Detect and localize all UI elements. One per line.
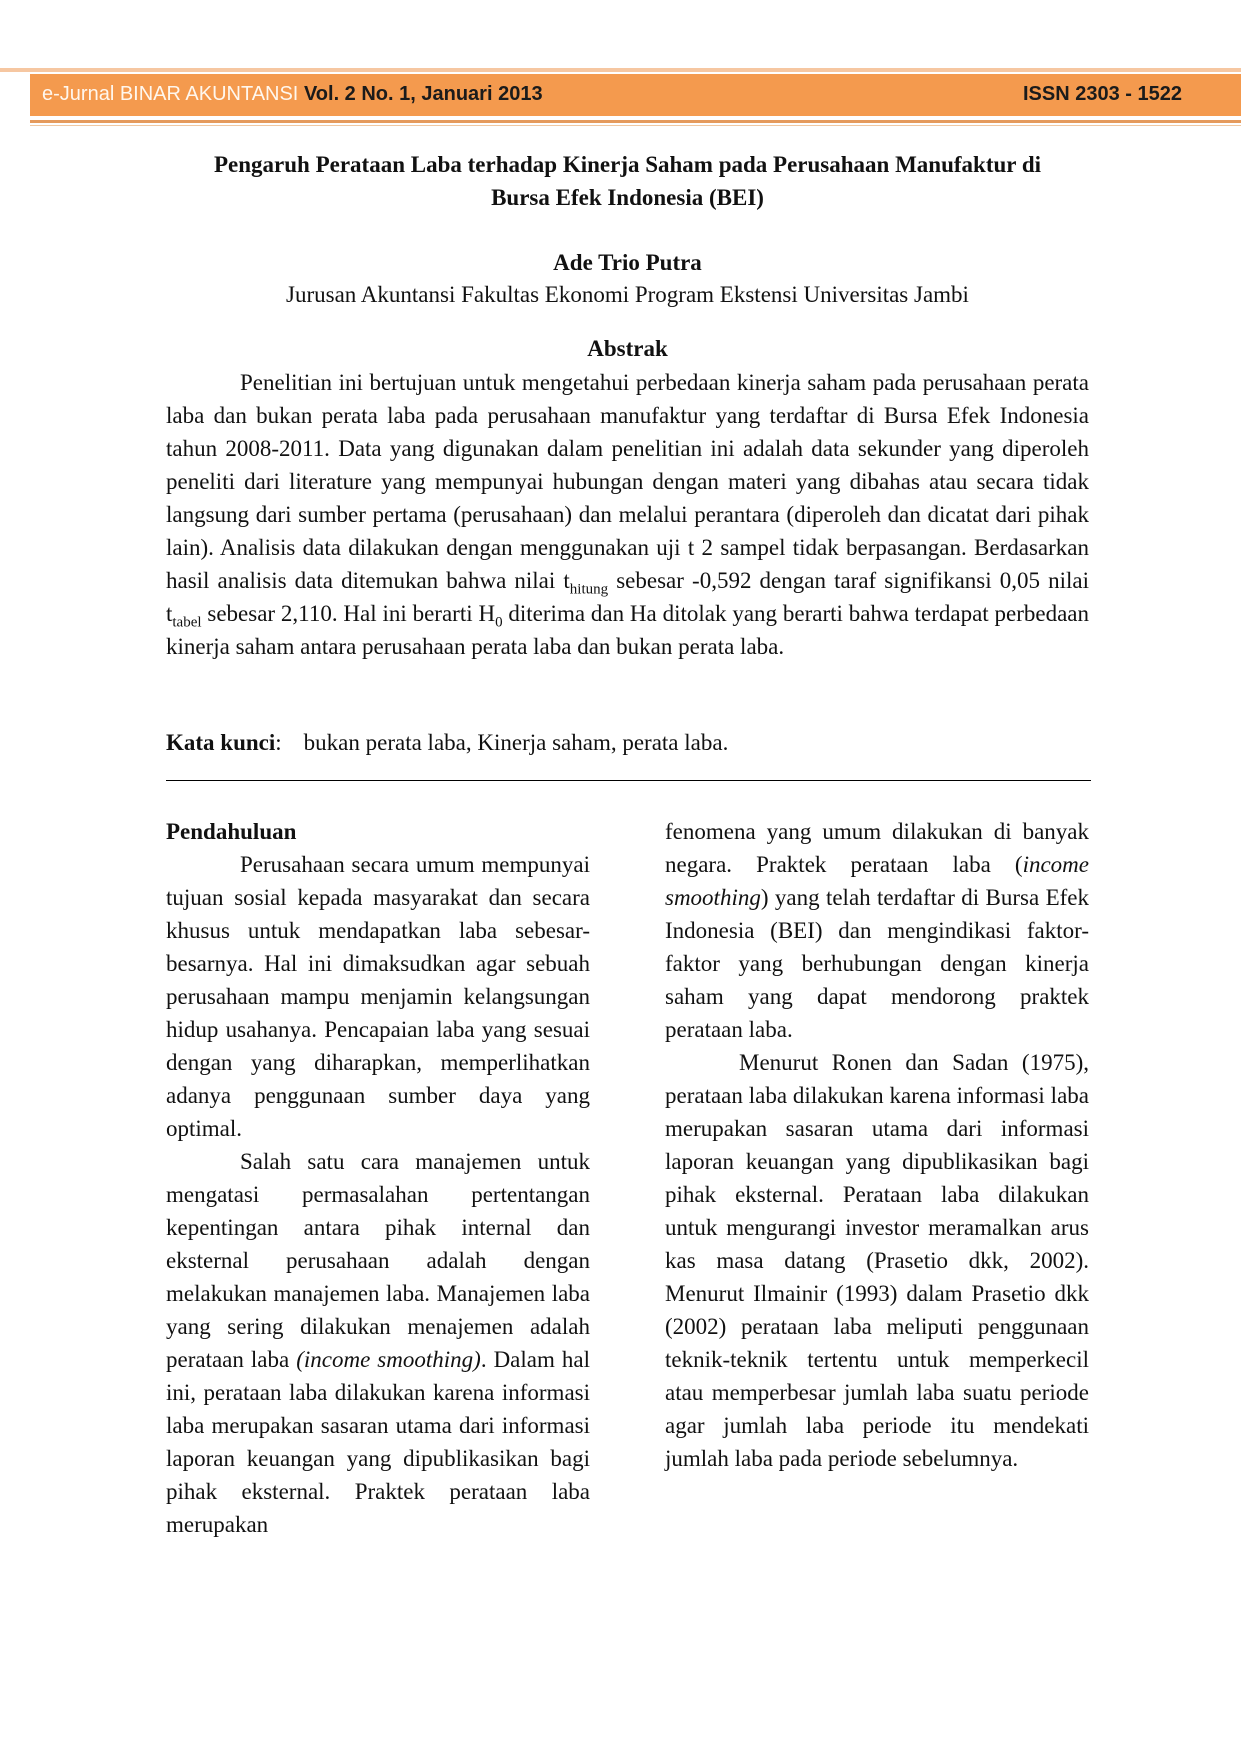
right-column — [665, 815, 1089, 1475]
header-top-band — [0, 68, 1241, 72]
left-paragraph-2-italic: (income smoothing) — [296, 1347, 481, 1372]
right-paragraph-1 — [665, 815, 1089, 1046]
left-paragraph-2 — [166, 1145, 590, 1541]
abstract-subscript-tabel: tabel — [172, 614, 202, 631]
right-paragraph-1-text-b: ) yang telah terdaftar di Bursa Efek Indonesia (BEI) dan mengindikasi faktor-faktor yang berhubungan dengan kinerja saham yang dapat mendorong praktek perataan laba. — [665, 885, 1089, 1042]
abstract-text-4: diterima dan Ha ditolak yang berarti bahwa terdapat perbedaan kinerja saham antara perusahaan perata laba dan bukan perata laba. — [166, 601, 1089, 659]
abstract-subscript-hitung: hitung — [569, 581, 609, 598]
left-paragraph-1: Perusahaan secara umum mempunyai tujuan sosial kepada masyarakat dan secara khusus untuk mendapatkan laba sebesar-besarnya. Hal ini dimaksudkan agar sebuah perusahaan mampu menjamin kelangsungan hidup usahanya. Pencapaian laba yang sesuai dengan yang diharapkan, memperlihatkan adanya penggunaan sumber daya yang optimal. — [166, 852, 590, 1141]
keywords-colon: : — [275, 730, 282, 755]
right-paragraph-2: Menurut Ronen dan Sadan (1975), perataan laba dilakukan karena informasi laba merupakan sasaran utama dari informasi laporan keuangan yang dipublikasikan bagi pihak eksternal. Perataan laba dilakukan untuk mengurangi investor meramalkan arus kas masa datang (Prasetio dkk, 2002). Menurut Ilmainir (1993) dalam Prasetio dkk (2002) perataan laba meliputi penggunaan teknik-teknik tertentu untuk memperkecil atau memperbesar jumlah laba suatu periode agar jumlah laba periode itu mendekati jumlah laba pada periode sebelumnya. — [665, 1050, 1089, 1471]
abstract-heading: Abstrak — [587, 336, 668, 361]
right-paragraph-1-italic: income smoothing — [665, 852, 1089, 910]
journal-name — [42, 83, 543, 106]
left-column — [166, 815, 590, 1541]
abstract-body — [166, 366, 1089, 663]
journal-header-bar — [30, 74, 1241, 116]
journal-volume: Vol. 2 No. 1, Januari 2013 — [303, 83, 543, 105]
left-paragraph-2-text-a: Salah satu cara manajemen untuk mengatasi permasalahan pertentangan kepentingan antara pihak internal dan eksternal perusahaan adalah dengan melakukan manajemen laba. Manajemen laba yang sering dilakukan menajemen adalah perataan laba — [166, 1149, 590, 1372]
header-bottom-band — [30, 120, 1241, 123]
paper-title — [166, 148, 1089, 214]
journal-issn: ISSN 2303 - 1522 — [1023, 83, 1182, 105]
section-divider — [166, 780, 1091, 781]
left-paragraph-2-text-b: . Dalam hal ini, perataan laba dilakukan karena informasi laba merupakan sasaran utama dari informasi laporan keuangan yang dipublikasikan bagi pihak eksternal. Praktek perataan laba merupakan — [166, 1347, 590, 1537]
journal-title: e-Jurnal BINAR AKUNTANSI — [42, 83, 299, 105]
header-bottom-thin-band — [30, 125, 1241, 126]
author-name: Ade Trio Putra — [553, 250, 702, 275]
title-line-1: Pengaruh Perataan Laba terhadap Kinerja Saham pada Perusahaan Manufaktur di — [213, 152, 1042, 177]
title-line-2: Bursa Efek Indonesia (BEI) — [491, 185, 764, 210]
abstract-subscript-zero: 0 — [495, 614, 503, 631]
abstract-text-1: Penelitian ini bertujuan untuk mengetahui perbedaan kinerja saham pada perusahaan perata laba dan bukan perata laba pada perusahaan manufaktur yang terdaftar di Bursa Efek Indonesia tahun 2008-2011. Data yang digunakan dalam penelitian ini adalah data sekunder yang diperoleh peneliti dari literature yang mempunyai hubungan dengan materi yang dibahas atau secara tidak langsung dari sumber pertama (perusahaan) dan melalui perantara (diperoleh dan dicatat dari pihak lain). Analisis data dilakukan dengan menggunakan uji t 2 sampel tidak berpasangan. Berdasarkan hasil analisis data ditemukan bahwa nilai t — [166, 370, 1089, 593]
abstract-text-3: sebesar 2,110. Hal ini berarti H — [201, 601, 496, 626]
right-paragraph-1-text-a: fenomena yang umum dilakukan di banyak negara. Praktek perataan laba ( — [665, 819, 1089, 877]
author-affiliation: Jurusan Akuntansi Fakultas Ekonomi Program Ekstensi Universitas Jambi — [286, 282, 969, 307]
keywords-label: Kata kunci — [166, 730, 276, 755]
abstract-text-2: sebesar -0,592 dengan taraf signifikansi 0,05 nilai t — [166, 568, 1089, 626]
keywords-values: bukan perata laba, Kinerja saham, perata laba. — [303, 730, 729, 755]
keywords — [166, 730, 1089, 756]
section-heading-pendahuluan: Pendahuluan — [166, 819, 297, 844]
